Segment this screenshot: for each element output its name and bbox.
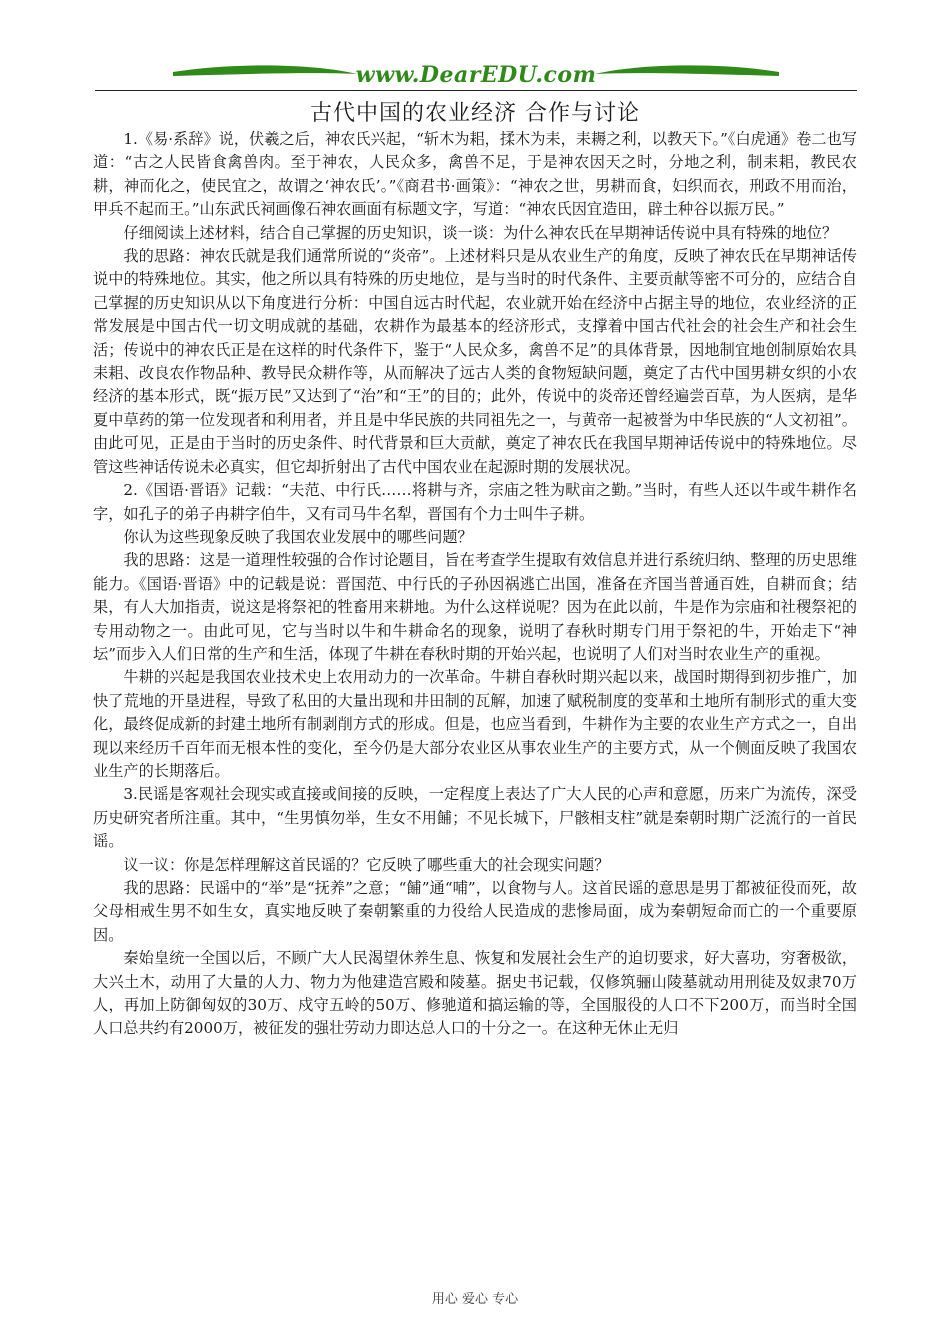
header-divider <box>95 90 857 91</box>
paragraph: 仔细阅读上述材料，结合自己掌握的历史知识，谈一谈：为什么神农氏在早期神话传说中具有特殊的地位？ <box>123 223 838 242</box>
paragraph: 你认为这些现象反映了我国农业发展中的哪些问题？ <box>123 527 473 546</box>
paragraph: 我的思路：这是一道理性较强的合作讨论题目，旨在考查学生提取有效信息并进行系统归纳、整理的历史思维能力。《国语·晋语》中的记载是说：晋国范、中行氏的子孙因祸逃亡出国，准备在齐国当普通百姓，自耕而食；结果，有人大加指责，说这是将祭祀的牲畜用来耕地。为什么这样说呢？因为在此以前，牛是作为宗庙和社稷祭祀的专用动物之一。由此可见，它与当时以牛和牛耕命名的现象，说明了春秋时期专门用于祭祀的牛，开始走下“神坛”而步入人们日常的生产和生活，体现了牛耕在春秋时期的开始兴起，也说明了人们对当时农业生产的重视。 <box>93 551 857 663</box>
paragraph: 2.《国语·晋语》记载：“夫范、中行氏……将耕与齐，宗庙之牲为畎亩之勤。”当时，有些人还以牛或牛耕作名字，如孔子的弟子冉耕字伯牛，又有司马牛名犁，晋国有个力士叫牛子耕。 <box>93 481 857 523</box>
paragraph: 我的思路：民谣中的“举”是“抚养”之意；“餔”通“哺”，以食物与人。这首民谣的意思是男丁都被征役而死，故父母相戒生男不如生女，真实地反映了秦朝繁重的力役给人民造成的悲惨局面，成为秦朝短命而亡的一个重要原因。 <box>93 879 857 944</box>
site-logo[interactable]: www.DearEDU.com <box>355 62 597 88</box>
paragraph: 我的思路：神农氏就是我们通常所说的“炎帝”。上述材料只是从农业生产的角度，反映了神农氏在早期神话传说中的特殊地位。其实，他之所以具有特殊的历史地位，是与当时的时代条件、主要贡献等密不可分的，应结合自己掌握的历史知识从以下角度进行分析：中国自远古时代起，农业就开始在经济中占据主导的地位，农业经济的正常发展是中国古代一切文明成就的基础，农耕作为最基本的经济形式，支撑着中国古代社会的社会生产和社会生活；传说中的神农氏正是在这样的时代条件下，鉴于“人民众多，禽兽不足”的具体背景，因地制宜地创制原始农具耒耜、改良农作物品种、教导民众耕作等，从而解决了远古人类的食物短缺问题，奠定了古代中国男耕女织的小农经济的基本形式，既“振万民”又达到了“治”和“王”的目的；此外，传说中的炎帝还曾经遍尝百草，为人医病，是华夏中草药的第一位发现者和利用者，并且是中华民族的共同祖先之一，与黄帝一起被誉为中华民族的“人文初祖”。由此可见，正是由于当时的历史条件、时代背景和巨大贡献，奠定了神农氏在我国早期神话传说中的特殊地位。尽管这些神话传说未必真实，但它却折射出了古代中国农业在起源时期的发展状况。 <box>93 247 857 476</box>
paragraph: 议一议：你是怎样理解这首民谣的？它反映了哪些重大的社会现实问题？ <box>123 855 610 874</box>
page-footer: 用心 爱心 专心 <box>431 1292 519 1307</box>
paragraph: 3.民谣是客观社会现实或直接或间接的反映，一定程度上表达了广大人民的心声和意愿，历来广为流传，深受历史研究者所注重。其中，“生男慎勿举，生女不用餔；不见长城下，尸骸相支柱”就是秦朝时期广泛流行的一首民谣。 <box>93 785 857 851</box>
paragraph: 牛耕的兴起是我国农业技术史上农用动力的一次革命。牛耕自春秋时期兴起以来，战国时期得到初步推广，加快了荒地的开垦进程，导致了私田的大量出现和井田制的瓦解，加速了赋税制度的变革和土地所有制形式的重大变化，最终促成新的封建土地所有制剥削方式的形成。但是，也应当看到，牛耕作为主要的农业生产方式之一，自出现以来经历千百年而无根本性的变化，至今仍是大部分农业区从事农业生产的主要方式，从一个侧面反映了我国农业生产的长期落后。 <box>93 668 857 780</box>
site-header <box>95 58 857 94</box>
page-title: 古代中国的农业经济 合作与讨论 <box>310 101 640 126</box>
document-body <box>93 128 857 1041</box>
paragraph: 秦始皇统一全国以后，不顾广大人民渴望休养生息、恢复和发展社会生产的迫切要求，好大喜功，穷奢极欲，大兴土木，动用了大量的人力、物力为他建造宫殿和陵墓。据史书记载，仅修筑骊山陵墓就动用刑徒及奴隶70万人，再加上防御匈奴的30万、戍守五岭的50万、修驰道和搞运输的等，全国服役的人口不下200万，而当时全国人口总共约有2000万，被征发的强壮劳动力即达总人口的十分之一。在这种无休止无归 <box>93 949 857 1038</box>
paragraph: 1.《易·系辞》说，伏羲之后，神农氏兴起，“斩木为耜，揉木为耒，耒耨之利，以教天下。”《白虎通》卷二也写道：“古之人民皆食禽兽肉。至于神农，人民众多，禽兽不足，于是神农因天之时，分地之利，制耒耜，教民农耕，神而化之，使民宜之，故谓之‘神农氏’。”《商君书·画策》：“神农之世，男耕而食，妇织而衣，刑政不用而治，甲兵不起而王。”山东武氏祠画像石神农画面有标题文字，写道：“神农氏因宜造田，辟土种谷以振万民。” <box>93 130 857 219</box>
